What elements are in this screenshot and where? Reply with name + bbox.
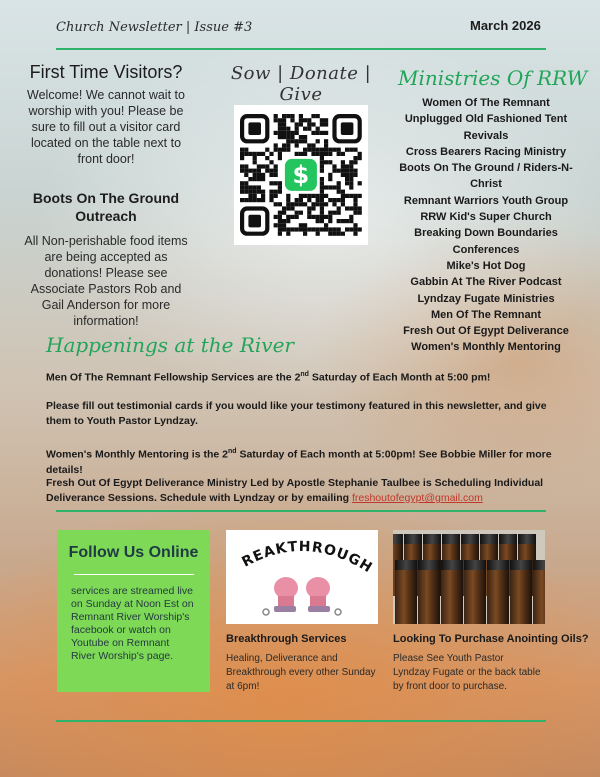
footer-divider — [56, 720, 546, 722]
header-divider — [56, 48, 546, 50]
ministry-item: Women's Monthly Mentoring — [411, 341, 561, 354]
happenings-title: Happenings at the River — [46, 333, 294, 357]
ministry-item: Mike's Hot Dog — [446, 259, 526, 272]
email-link[interactable]: freshoutofegypt@gmail.com — [351, 492, 483, 504]
ministry-item: Boots On The Ground / Riders-N-Christ — [399, 162, 573, 191]
oils-title: Looking To Purchase Anointing Oils? — [393, 633, 589, 645]
breakthrough-text: Healing, Deliverance and Breakthrough every other Sunday at 6pm! — [226, 653, 376, 692]
follow-title: Follow Us Online — [68, 544, 199, 561]
follow-divider — [74, 574, 194, 575]
happenings-divider — [56, 510, 546, 512]
ministry-item: Lyndzay Fugate Ministries — [417, 292, 555, 305]
ministries-list — [392, 95, 580, 356]
follow-text: services are streamed live on Sunday at Noon Est on Remnant River Worship's facebook or watch on Youtube on Remnant River Worship's page. — [71, 585, 194, 662]
ministry-item: Men Of The Remnant — [430, 308, 541, 321]
ministry-item: RRW Kid's Super Church — [420, 211, 552, 224]
boots-text: All Non-perishable food items are being accepted as donations! Please see Associate Pastors Rob and Gail Anderson for more information! — [24, 234, 188, 328]
fists-icon — [263, 577, 341, 615]
anointing-oils-image — [393, 530, 545, 624]
newsletter-title: Church Newsletter | Issue #3 — [56, 20, 253, 35]
happening-testimonials: Please fill out testimonial cards if you would like your testimony featured in this newsletter, and give them to Youth Pastor Lyndzay. — [46, 400, 547, 427]
oils-text: Please See Youth Pastor Lyndzay Fugate or the back table by front door to purchase. — [393, 653, 541, 692]
ministry-item: Fresh Out Of Egypt Deliverance — [403, 325, 569, 338]
give-title: Sow | Donate | Give — [230, 63, 372, 105]
ministry-item: Breaking Down Boundaries Conferences — [414, 227, 558, 256]
ministry-item: Remnant Warriors Youth Group — [403, 194, 569, 207]
boots-title: Boots On The Ground Outreach — [32, 190, 180, 224]
breakthrough-image-text: REAKTHROUGH — [239, 538, 376, 577]
ministry-item: Women Of The Remnant — [422, 97, 550, 109]
breakthrough-image — [226, 530, 378, 624]
visitors-title: First Time Visitors? — [29, 62, 183, 82]
happening-men-remnant: Men Of The Remnant Fellowship Services are the 2nd Saturday of Each Month at 5:00 pm! — [46, 371, 491, 384]
visitors-text: Welcome! We cannot wait to worship with you! Please be sure to fill out a visitor card located on the table next to front door! — [27, 88, 185, 166]
newsletter-date: March 2026 — [470, 18, 541, 33]
ministry-item: Gabbin At The River Podcast — [410, 276, 562, 289]
cash-app-qr-icon[interactable] — [234, 105, 368, 245]
happening-womens-mentoring: Women's Monthly Mentoring is the 2nd Saturday of Each month at 5:00pm! See Bobbie Miller for more details! — [46, 448, 552, 476]
happening-deliverance: Fresh Out Of Egypt Deliverance Ministry Led by Apostle Stephanie Taulbee is Scheduling Individual Deliverance Sessions. Schedule with Lyndzay or by emailing freshoutofegypt@gmail.com — [46, 477, 544, 504]
svg-text:BREAKTHROUGH — [226, 530, 375, 577]
visitors-section — [20, 62, 192, 167]
breakthrough-title: Breakthrough Services — [226, 633, 347, 645]
ministries-title: Ministries Of RRW — [398, 66, 588, 90]
boots-section — [20, 189, 192, 329]
ministry-item: Unplugged Old Fashioned Tent Revivals — [404, 113, 568, 142]
follow-us-box — [57, 530, 210, 692]
ministry-item: Cross Bearers Racing Ministry — [405, 145, 567, 158]
svg-text:$: $ — [292, 160, 310, 189]
